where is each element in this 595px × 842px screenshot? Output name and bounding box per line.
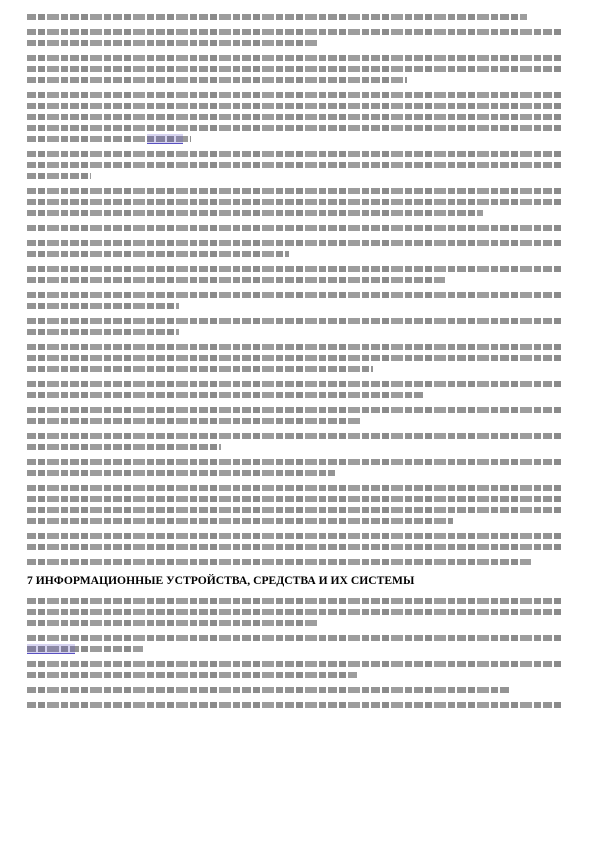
paragraph-6-18-note [27,533,565,550]
text-line [27,210,483,216]
text-line [27,55,563,61]
text-line [27,392,423,398]
text-line [27,125,563,131]
paragraph-6-10 [27,266,565,283]
text-line [27,303,179,309]
section-heading: 7 ИНФОРМАЦИОННЫЕ УСТРОЙСТВА, СРЕДСТВА И ИХ СИСТЕМЫ [27,574,415,587]
text-line [27,635,563,641]
text-line [27,114,563,120]
text-line [27,266,563,272]
text-line [27,199,563,205]
text-line [27,444,221,450]
text-line [27,518,453,524]
text-line [27,620,317,626]
text-line [27,188,563,194]
text-line [27,661,563,667]
paragraph-6-8 [27,188,565,216]
text-line [27,329,179,335]
text-line [27,381,563,387]
text-line [27,292,563,298]
text-line [27,66,563,72]
paragraph-6-6 [27,92,565,142]
paragraph-7-1-note [27,635,565,652]
figure-link[interactable] [147,134,183,144]
text-line [27,544,563,550]
text-line [27,344,563,350]
text-line [27,225,561,231]
paragraph-6-7 [27,151,565,179]
text-line [27,151,563,157]
paragraph-6-16 [27,433,565,450]
text-line [27,14,527,20]
paragraph-7-2-item [27,702,565,708]
text-line [27,29,563,35]
text-line [27,533,563,539]
paragraph-intro [27,14,565,20]
text-line [27,318,563,324]
text-line [27,103,563,109]
text-line [27,136,191,142]
text-line [27,485,563,491]
text-line [27,277,445,283]
paragraph-6-18-note-2 [27,559,565,565]
text-line [27,40,317,46]
paragraph-6-11 [27,292,565,309]
text-line [27,77,407,83]
text-line [27,240,563,246]
paragraph-6-4 [27,29,565,46]
text-line [27,418,361,424]
paragraph-6-5 [27,55,565,83]
paragraph-6-9 [27,240,565,257]
text-line [27,459,563,465]
text-line [27,702,563,708]
text-line [27,470,335,476]
text-line [27,646,143,652]
text-line [27,173,91,179]
text-line [27,251,289,257]
text-line [27,672,357,678]
paragraph-6-14 [27,381,565,398]
paragraph-6-18 [27,485,565,524]
paragraph-6-17 [27,459,565,476]
text-line [27,598,563,604]
text-line [27,559,531,565]
paragraph-7-1-note-2 [27,661,565,678]
text-line [27,433,563,439]
text-line [27,162,563,168]
paragraph-7-2 [27,687,565,693]
table-link[interactable] [27,644,75,654]
text-line [27,507,563,513]
paragraph-6-15 [27,407,565,424]
paragraph-6-8-note [27,225,565,231]
text-line [27,687,509,693]
paragraph-6-13 [27,344,565,372]
text-line [27,609,563,615]
paragraph-6-12 [27,318,565,335]
document-body [27,14,565,717]
text-line [27,366,373,372]
text-line [27,496,563,502]
text-line [27,92,563,98]
text-line [27,355,563,361]
paragraph-7-1 [27,598,565,626]
text-line [27,407,563,413]
